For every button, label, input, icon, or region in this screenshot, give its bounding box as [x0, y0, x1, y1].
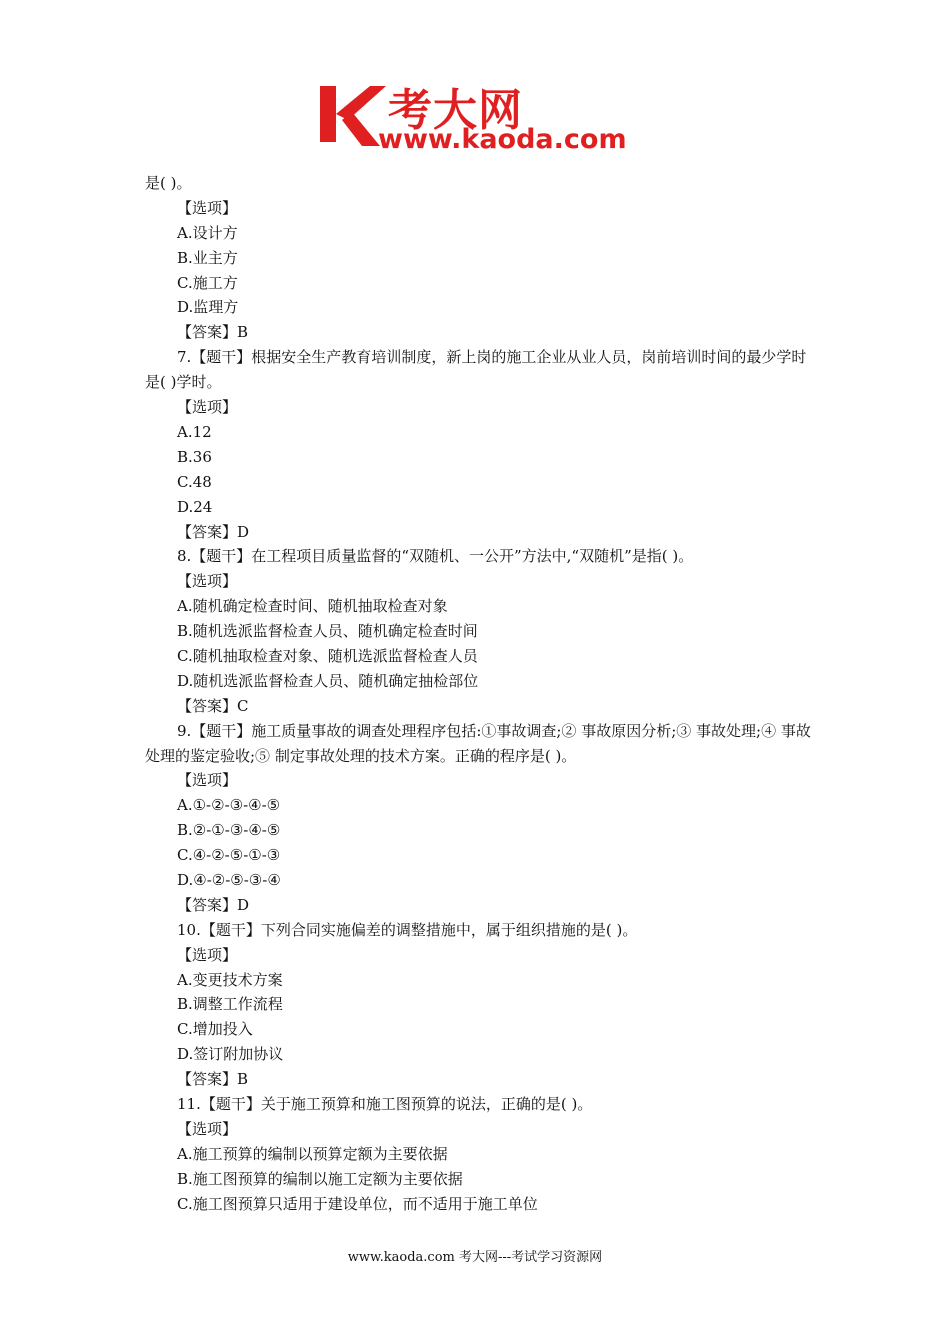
document-line: B.随机选派监督检查人员、随机确定检查时间	[177, 622, 478, 641]
document-line: D.24	[177, 497, 213, 516]
document-line: 【选项】	[177, 945, 238, 964]
document-line: D.④-②-⑤-③-④	[177, 871, 281, 889]
page-footer: www.kaoda.com 考大网---考试学习资源网	[347, 1250, 603, 1265]
document-line: 【答案】D	[177, 895, 250, 914]
document-line: B.业主方	[177, 248, 238, 267]
document-line: A.设计方	[177, 223, 238, 242]
document-line: C.随机抽取检查对象、随机选派监督检查人员	[177, 646, 478, 665]
document-line: C.施工图预算只适用于建设单位，而不适用于施工单位	[177, 1194, 538, 1213]
document-line: 11.【题干】关于施工预算和施工图预算的说法，正确的是( )。	[177, 1095, 593, 1114]
document-line: 9.【题干】施工质量事故的调查处理程序包括:①事故调查;② 事故原因分析;③ 事故处理;④ 事故处理的鉴定验收;⑤ 制定事故处理的技术方案。正确的程序是( )。	[145, 721, 811, 765]
document-line: C.48	[177, 472, 212, 491]
document-line: D.随机选派监督检查人员、随机确定抽检部位	[177, 671, 479, 690]
document-line: 【选项】	[177, 398, 238, 417]
document-line: A.12	[177, 422, 212, 441]
logo-url: www.kaoda.com	[378, 124, 627, 155]
document-line: 【选项】	[177, 198, 238, 217]
document-line: 是( )。	[145, 174, 192, 192]
document-line: 【选项】	[177, 771, 238, 790]
document-line: 8.【题干】在工程项目质量监督的“双随机、一公开”方法中,“双随机”是指( )。	[177, 547, 694, 566]
document-line: 7.【题干】根据安全生产教育培训制度，新上岗的施工企业从业人员，岗前培训时间的最少学时是( )学时。	[145, 348, 807, 392]
document-line: 【答案】C	[177, 696, 249, 715]
document-line: C.④-②-⑤-①-③	[177, 846, 281, 865]
document-line: D.监理方	[177, 298, 239, 317]
kaoda-logo	[318, 80, 638, 160]
document-line: C.增加投入	[177, 1020, 253, 1039]
document-line: 【选项】	[177, 572, 238, 591]
document-line: 【答案】D	[177, 522, 250, 541]
document-line: 【选项】	[177, 1119, 238, 1138]
document-line: 10.【题干】下列合同实施偏差的调整措施中，属于组织措施的是( )。	[177, 920, 638, 939]
document-body	[145, 171, 815, 1216]
document-line: B.36	[177, 447, 212, 466]
document-line: B.②-①-③-④-⑤	[177, 821, 281, 840]
document-line: B.施工图预算的编制以施工定额为主要依据	[177, 1169, 463, 1188]
document-line: D.签订附加协议	[177, 1045, 284, 1064]
document-line: A.施工预算的编制以预算定额为主要依据	[177, 1144, 448, 1163]
document-line: 【答案】B	[177, 323, 249, 342]
document-line: 【答案】B	[177, 1070, 249, 1089]
document-line: A.变更技术方案	[177, 970, 283, 989]
document-line: A.随机确定检查时间、随机抽取检查对象	[177, 597, 448, 616]
logo-chinese-name: 考大网	[388, 85, 523, 136]
document-line: B.调整工作流程	[177, 995, 283, 1014]
document-line: A.①-②-③-④-⑤	[177, 796, 281, 815]
document-line: C.施工方	[177, 273, 238, 292]
